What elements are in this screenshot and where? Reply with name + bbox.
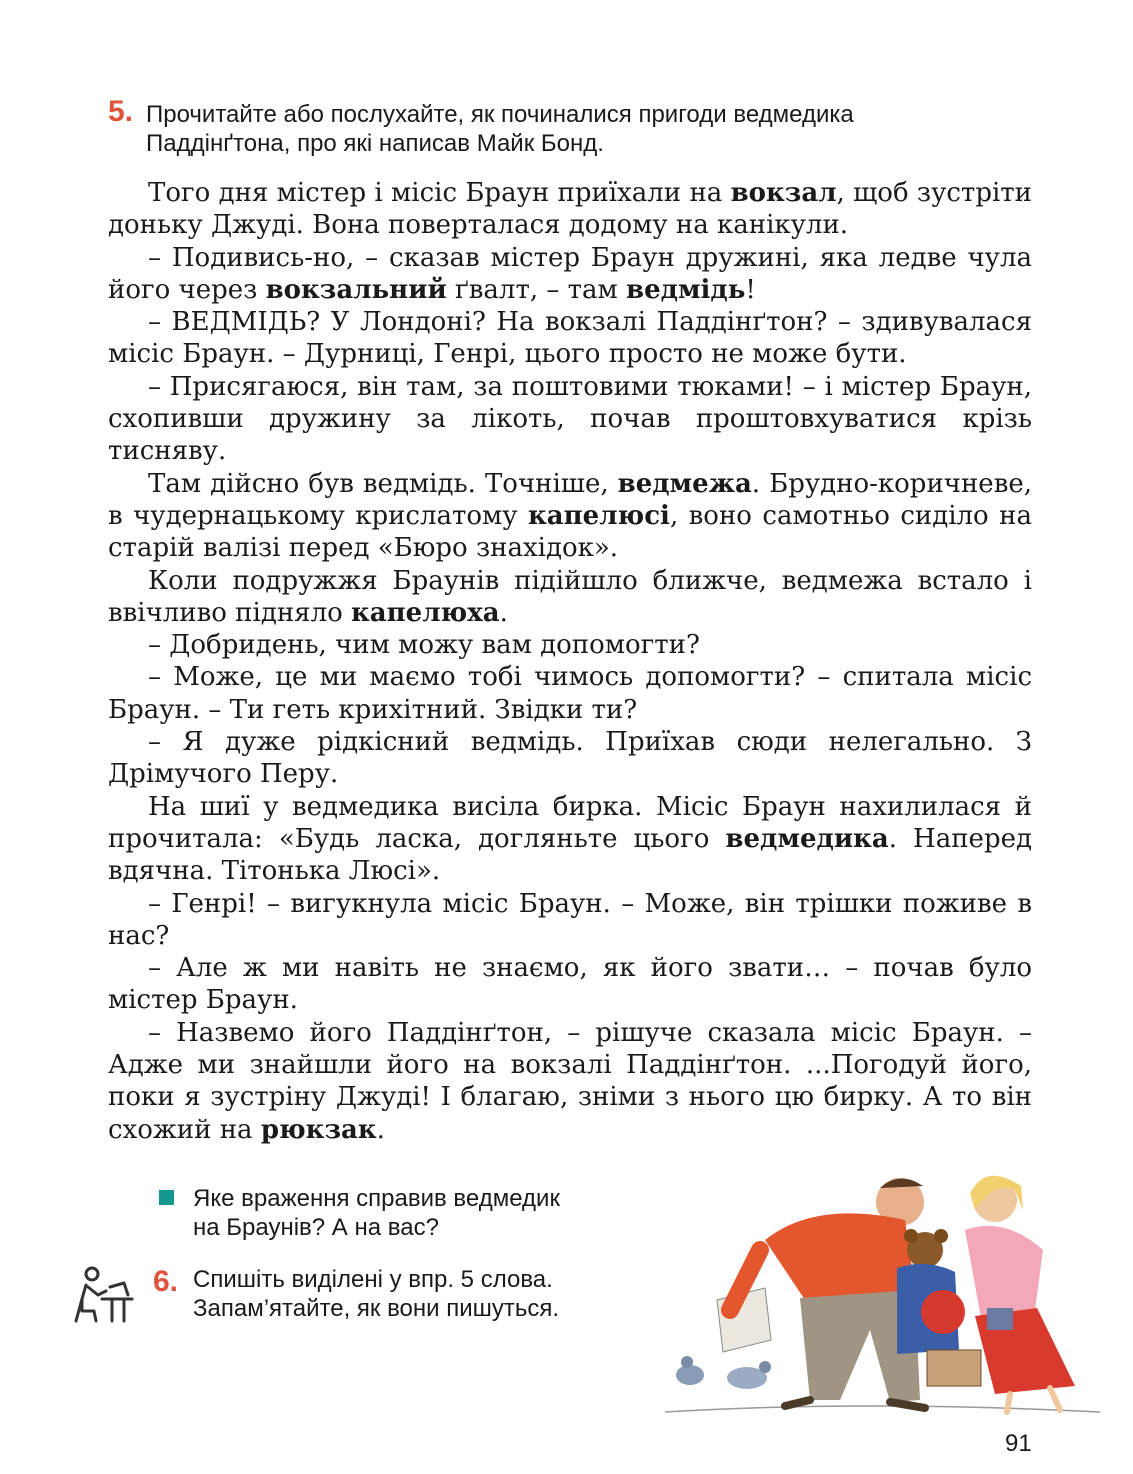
story-paragraph: – ВЕДМІДЬ? У Лондоні? На вокзалі Паддінґтон? – здивувалася місіс Браун. – Дурниці, Генрі, цього просто не може бути. [108, 307, 1032, 370]
story-text [108, 177, 1032, 1146]
story-paragraph: – Присягаюся, він там, за поштовими тюками! – і містер Браун, схопивши дружину за лікоть, почав проштовхуватися крізь тисняву. [108, 371, 1032, 467]
story-paragraph: Коли подружжя Браунів підійшло ближче, ведмежа встало і ввічливо підняло капелюха. [108, 565, 1032, 628]
story-paragraph: Там дійсно був ведмідь. Точніше, ведмежа. Брудно-коричневе, в чудернацькому крислатому капелюсі, воно самотньо сиділо на старій валізі перед «Бюро знахідок». [108, 468, 1032, 564]
task-6-line-2: Запам’ятайте, як вони пишуться. [193, 1295, 560, 1322]
task-number-6: 6. [153, 1265, 179, 1298]
question-bullet [159, 1190, 174, 1205]
story-paragraph: – Але ж ми навіть не знаємо, як його звати… – почав було містер Браун. [108, 953, 1032, 1016]
story-paragraph: – Генрі! – вигукнула місіс Браун. – Може, він трішки поживе в нас? [108, 888, 1032, 951]
task-5-line-2: Паддінґтона, про які написав Майк Бонд. [146, 130, 604, 157]
pigeon-image [676, 1356, 771, 1389]
story-paragraph: – Я дуже рідкісний ведмідь. Приїхав сюди нелегально. З Дрімучого Перу. [108, 727, 1032, 790]
paddington-illustration [665, 1150, 1100, 1420]
task-5-instruction [146, 100, 1006, 158]
story-paragraph: – Подивись-но, – сказав містер Браун дружині, яка ледве чула його через вокзальний ґвалт, – там ведмідь! [108, 242, 1032, 305]
page-number: 91 [1005, 1430, 1032, 1457]
story-paragraph: – Назвемо його Паддінґтон, – рішуче сказала місіс Браун. – Адже ми знайшли його на вокзалі Паддінґтон. ...Погодуй його, поки я зустріну Джуді! І благаю, зніми з нього цю бирку. А то він схожий на рюкзак. [108, 1017, 1032, 1145]
task-number-5: 5. [108, 95, 134, 128]
question-line-2: на Браунів? А на вас? [193, 1214, 439, 1241]
story-paragraph: Того дня містер і місіс Браун приїхали на вокзал, щоб зустріти доньку Джуді. Вона поверталася додому на канікули. [108, 178, 1032, 241]
story-paragraph: – Добридень, чим можу вам допомогти? [148, 630, 700, 661]
task-6-line-1: Спишіть виділені у впр. 5 слова. [193, 1266, 553, 1293]
task-5-line-1: Прочитайте або послухайте, як починалися пригоди ведмедика [146, 101, 854, 128]
story-paragraph: – Може, це ми маємо тобі чимось допомогти? – спитала місіс Браун. – Ти геть крихітний. Звідки ти? [108, 662, 1032, 725]
question-line-1: Яке враження справив ведмедик [193, 1185, 560, 1212]
question [193, 1184, 643, 1242]
writing-desk-icon [72, 1265, 134, 1323]
task-6-instruction [193, 1265, 653, 1323]
story-paragraph: На шиї у ведмедика висіла бирка. Місіс Браун нахилилася й прочитала: «Будь ласка, догляньте цього ведмедика. Наперед вдячна. Тітонька Люсі». [108, 791, 1032, 887]
